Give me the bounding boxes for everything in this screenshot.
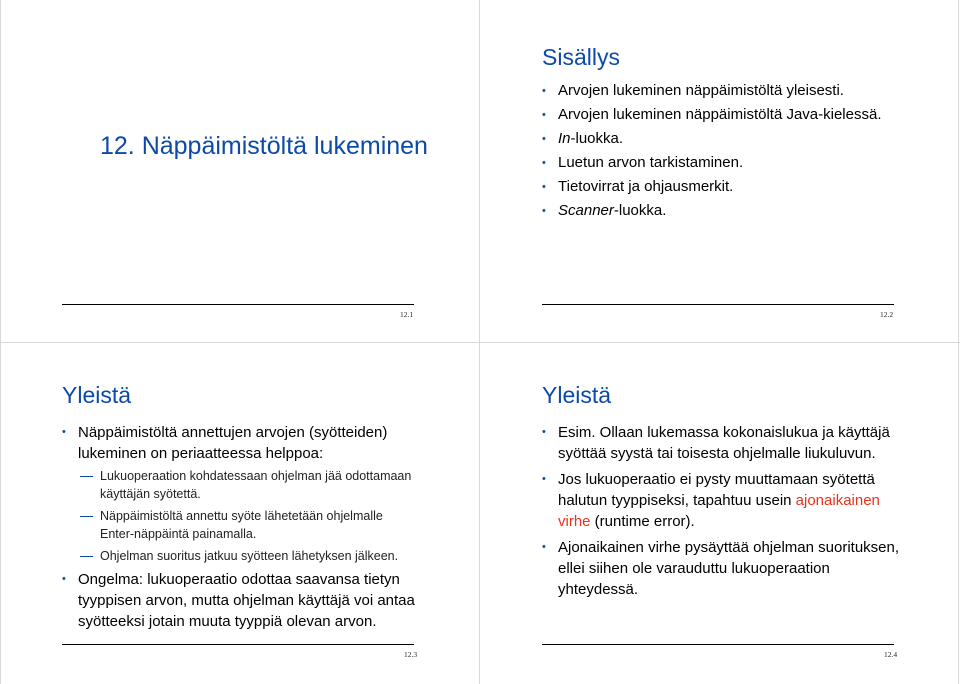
footer-rule bbox=[62, 304, 414, 305]
bullet-text: ellei siihen ole varauduttu lukuoperaation bbox=[558, 560, 830, 577]
slide-title: Yleistä bbox=[542, 382, 612, 408]
list-item-italic: In bbox=[558, 130, 571, 147]
bullet-text: tyyppisen arvon, mutta ohjelman käyttäjä voi antaa bbox=[78, 592, 415, 609]
list-item bbox=[542, 469, 922, 532]
slide-title: Yleistä bbox=[62, 382, 132, 408]
slide-title: 12. Näppäimistöltä lukeminen bbox=[100, 132, 428, 160]
bullet-text: syötteeksi jotain muuta tyyppiä olevan arvon. bbox=[78, 613, 377, 630]
bullet-text: • Näppäimistöltä annettujen arvojen (syötteiden) bbox=[78, 424, 388, 441]
bullet-text: lukeminen on periaatteessa helppoa: bbox=[78, 445, 324, 462]
bullet-text: • Esim. Ollaan lukemassa kokonaislukua ja käyttäjä bbox=[558, 424, 890, 441]
list-item bbox=[62, 422, 442, 464]
sub-list-item bbox=[80, 547, 442, 565]
highlight-text: virhe bbox=[558, 513, 591, 530]
list-item-italic: Scanner bbox=[558, 202, 614, 219]
slide-3 bbox=[0, 342, 480, 684]
bullet-text: yhteydessä. bbox=[558, 581, 639, 598]
footer-rule bbox=[542, 644, 894, 645]
list-item bbox=[542, 79, 882, 103]
list-item bbox=[542, 199, 882, 223]
sub-bullet-text: Ohjelman suoritus jatkuu syötteen lähetyksen jälkeen. bbox=[100, 549, 399, 563]
footer-rule bbox=[542, 304, 894, 305]
sub-bullet-text: Lukuoperaation kohdatessaan ohjelman jää odottamaan bbox=[100, 469, 412, 483]
page-number: 12.4 bbox=[884, 650, 898, 659]
sub-bullet-text: Enter-näppäintä painamalla. bbox=[100, 527, 257, 541]
bullet-text: • Ajonaikainen virhe pysäyttää ohjelman suorituksen, bbox=[558, 539, 900, 556]
bullet-text-part: halutun tyyppiseksi, tapahtuu usein bbox=[558, 492, 796, 509]
sub-list-item bbox=[80, 467, 442, 503]
list-item-text: Arvojen lukeminen näppäimistöltä yleisesti. bbox=[558, 82, 844, 99]
content-list bbox=[62, 422, 442, 632]
page-number: 12.3 bbox=[404, 650, 418, 659]
list-item bbox=[542, 422, 922, 464]
highlight-text: ajonaikainen bbox=[795, 492, 880, 509]
footer-rule bbox=[62, 644, 414, 645]
bullet-text: • Ongelma: lukuoperaatio odottaa saavansa tietyn bbox=[78, 571, 400, 588]
sub-bullet-text: Näppäimistöltä annettu syöte lähetetään ohjelmalle bbox=[100, 509, 383, 523]
list-item-text: -luokka. bbox=[613, 202, 667, 219]
bullet-text: syöttää syystä tai toisesta ohjelmalle liukuluvun. bbox=[558, 445, 876, 462]
list-item bbox=[542, 537, 922, 600]
slide-4 bbox=[480, 342, 960, 684]
list-item-text: Luetun arvon tarkistaminen. bbox=[558, 154, 744, 171]
list-item-text: Arvojen lukeminen näppäimistöltä Java-kielessä. bbox=[558, 106, 882, 123]
slide-1 bbox=[0, 0, 480, 342]
sub-list-item bbox=[80, 507, 442, 543]
bullet-text bbox=[558, 511, 922, 532]
content-list bbox=[542, 79, 882, 223]
list-item bbox=[62, 569, 442, 632]
list-item-text: Tietovirrat ja ohjausmerkit. bbox=[558, 178, 734, 195]
list-item-text: -luokka. bbox=[570, 130, 624, 147]
page-number: 12.2 bbox=[880, 310, 894, 319]
list-item bbox=[542, 127, 882, 151]
page-number: 12.1 bbox=[400, 310, 414, 319]
bullet-text bbox=[558, 490, 922, 511]
content-list bbox=[542, 422, 922, 600]
bullet-text: • Jos lukuoperaatio ei pysty muuttamaan syötettä bbox=[558, 471, 875, 488]
slide-2 bbox=[480, 0, 960, 342]
bullet-text-part: (runtime error). bbox=[590, 513, 695, 530]
list-item bbox=[542, 151, 882, 175]
slide-title: Sisällys bbox=[542, 44, 620, 70]
sub-bullet-text: käyttäjän syötettä. bbox=[100, 487, 201, 501]
list-item bbox=[542, 103, 882, 127]
list-item bbox=[542, 175, 882, 199]
